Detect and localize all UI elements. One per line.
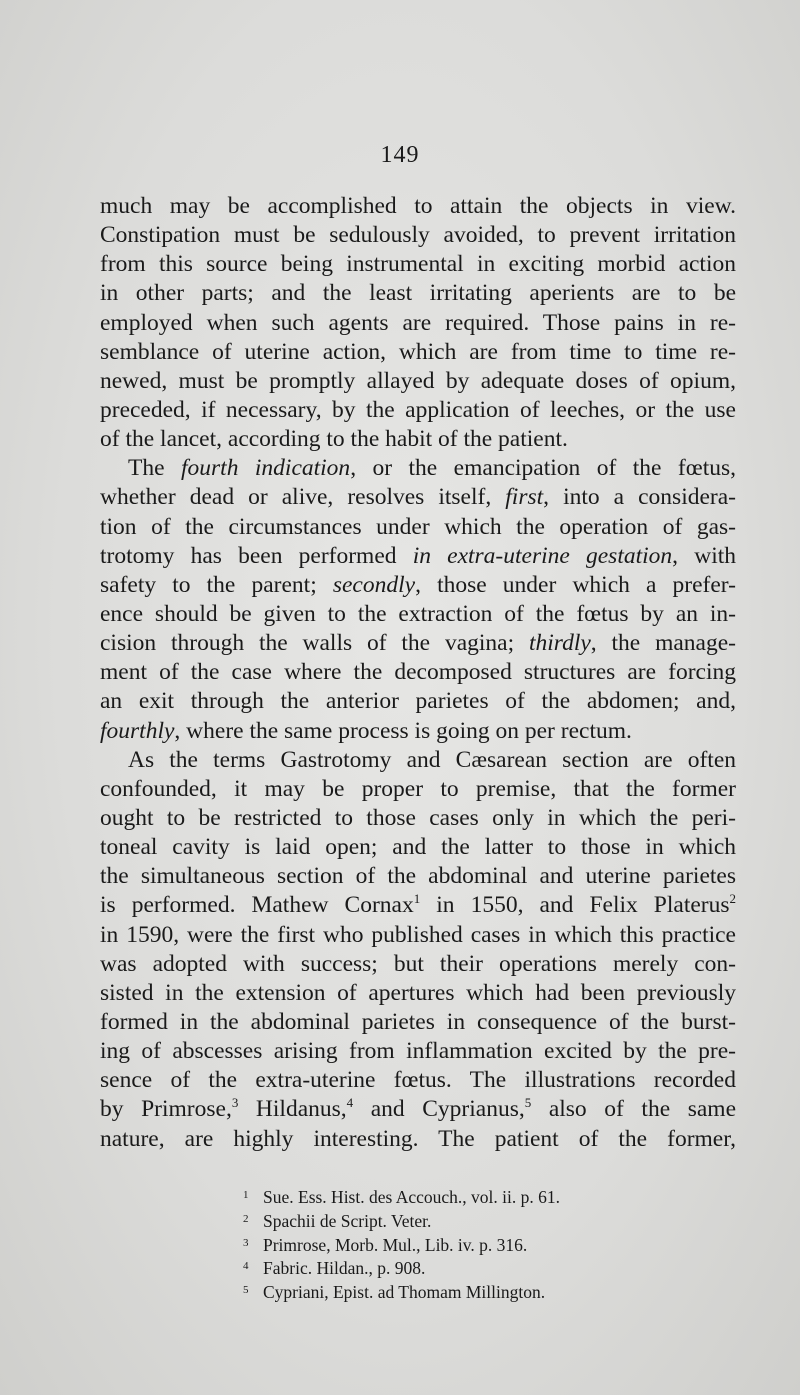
text-run: confounded, it may be proper to premise, that the former — [100, 775, 736, 802]
footnote-ref: 1 — [413, 891, 421, 907]
text-line — [100, 396, 736, 425]
text-run: of the lancet, according to the habit of the patient. — [100, 426, 568, 453]
text-line — [100, 309, 736, 338]
italic-text: thirdly — [529, 630, 591, 657]
footnote-number: 5 — [243, 1284, 249, 1297]
footnote-ref: 5 — [524, 1095, 532, 1111]
text-run: , into a considera- — [543, 484, 736, 511]
text-line — [100, 367, 736, 396]
text-line — [100, 862, 736, 891]
text-line — [100, 1095, 736, 1124]
text-run: much may be accomplished to attain the objects in view. — [100, 193, 736, 219]
text-run: whether dead or alive, resolves itself, — [100, 484, 506, 511]
text-run: in 1590, were the first who published cases in which this practice — [100, 921, 736, 948]
text-run: safety to the parent; — [100, 571, 333, 598]
footnote-number: 1 — [243, 1189, 249, 1201]
text-line — [100, 513, 736, 542]
text-run: newed, must be promptly allayed by adequate doses of opium, — [100, 367, 736, 394]
text-line — [100, 250, 736, 279]
footnote — [243, 1232, 663, 1256]
text-run: ought to be restricted to those cases only in which the peri- — [100, 804, 736, 831]
text-line — [100, 950, 736, 979]
footnote-text: Primrose, Morb. Mul., Lib. iv. p. 316. — [263, 1234, 528, 1255]
text-run: , with — [672, 542, 737, 569]
text-line — [100, 338, 736, 367]
text-line — [100, 1008, 736, 1037]
footnote — [243, 1255, 663, 1279]
footnote-number: 2 — [243, 1212, 249, 1225]
text-run: trotomy has been performed — [100, 542, 413, 569]
footnote-ref: 2 — [729, 891, 736, 907]
text-run: ence should be given to the extraction of the fœtus by an in- — [100, 600, 736, 627]
text-run: toneal cavity is laid open; and the latter to those in which — [100, 834, 736, 861]
text-line — [100, 279, 736, 308]
text-line — [100, 1037, 736, 1066]
italic-text: in extra-uterine gestation — [412, 542, 673, 569]
italic-text: secondly — [332, 571, 416, 598]
text-run: is performed. Mathew Cornax — [100, 892, 414, 919]
text-line — [100, 629, 736, 658]
text-run: in 1550, and Felix Platerus — [420, 892, 730, 919]
text-line — [100, 221, 736, 250]
text-run: and Cyprianus, — [353, 1096, 525, 1123]
text-line — [100, 658, 736, 687]
text-line — [100, 891, 736, 920]
footnote — [243, 1208, 663, 1232]
text-line — [100, 1066, 736, 1095]
text-line — [100, 192, 736, 221]
text-line — [100, 483, 736, 512]
text-run: , those under which a prefer- — [415, 571, 736, 598]
text-run: sisted in the extension of apertures which had been previously — [100, 979, 736, 1006]
text-line — [100, 571, 736, 600]
text-run: was adopted with success; but their operations merely con- — [100, 950, 736, 977]
text-line — [100, 600, 736, 629]
text-line — [100, 717, 736, 746]
text-line — [100, 979, 736, 1008]
footnote — [243, 1279, 663, 1303]
text-run: The — [128, 455, 181, 482]
text-run: tion of the circumstances under which the operation of gas- — [100, 513, 736, 540]
text-run: in other parts; and the least irritating aperients are to be — [100, 280, 736, 307]
text-line — [100, 542, 736, 571]
text-run: also of the same — [531, 1096, 736, 1123]
footnote-text: Spachii de Script. Veter. — [263, 1210, 432, 1231]
italic-text: first — [505, 484, 544, 511]
text-run: Constipation must be sedulously avoided, to prevent irritation — [100, 222, 736, 249]
italic-text: fourth indication — [180, 455, 351, 482]
text-line — [100, 746, 736, 775]
footnote-number: 4 — [243, 1260, 249, 1273]
text-run: As the terms Gastrotomy and Cæsarean section are often — [128, 746, 736, 773]
text-line — [100, 454, 736, 483]
footnote-text: Sue. Ess. Hist. des Accouch., vol. ii. p. 61. — [263, 1187, 560, 1207]
text-run: semblance of uterine action, which are from time to time re- — [100, 338, 736, 365]
text-run: ing of abscesses arising from inflammation excited by the pre- — [100, 1038, 736, 1065]
text-run: from this source being instrumental in exciting morbid action — [100, 251, 736, 278]
footnote-text: Fabric. Hildan., p. 908. — [263, 1258, 426, 1279]
footnote-text: Cypriani, Epist. ad Thomam Millington. — [263, 1282, 546, 1303]
text-line — [100, 921, 736, 950]
body-text — [100, 192, 736, 1154]
text-line — [100, 1125, 736, 1154]
text-run: ment of the case where the decomposed structures are forcing — [100, 659, 736, 686]
text-run: , where the same process is going on per rectum. — [174, 717, 632, 744]
text-run: Hildanus, — [238, 1096, 347, 1123]
footnote — [243, 1184, 663, 1208]
footnotes — [243, 1184, 663, 1303]
text-line — [100, 775, 736, 804]
text-run: preceded, if necessary, by the application of leeches, or the use — [100, 396, 736, 423]
text-run: by Primrose, — [100, 1096, 232, 1123]
footnote-number: 3 — [243, 1236, 249, 1249]
text-line — [100, 425, 736, 454]
text-run: formed in the abdominal parietes in consequence of the burst- — [100, 1008, 736, 1035]
footnote-ref: 3 — [231, 1095, 239, 1111]
text-run: the simultaneous section of the abdominal and uterine parietes — [100, 863, 736, 890]
text-run: an exit through the anterior parietes of the abdomen; and, — [100, 688, 736, 715]
page-number: 149 — [380, 142, 420, 168]
text-line — [100, 804, 736, 833]
text-run: , or the emancipation of the fœtus, — [350, 455, 736, 482]
italic-text: fourthly — [100, 717, 175, 744]
text-run: sence of the extra-uterine fœtus. The illustrations recorded — [100, 1067, 736, 1094]
text-run: nature, are highly interesting. The patient of the former, — [100, 1125, 736, 1152]
text-line — [100, 687, 736, 716]
footnote-ref: 4 — [346, 1095, 354, 1111]
text-line — [100, 833, 736, 862]
text-run: , the manage- — [590, 630, 736, 657]
text-run: employed when such agents are required. Those pains in re- — [100, 309, 736, 336]
text-run: cision through the walls of the vagina; — [100, 630, 529, 657]
